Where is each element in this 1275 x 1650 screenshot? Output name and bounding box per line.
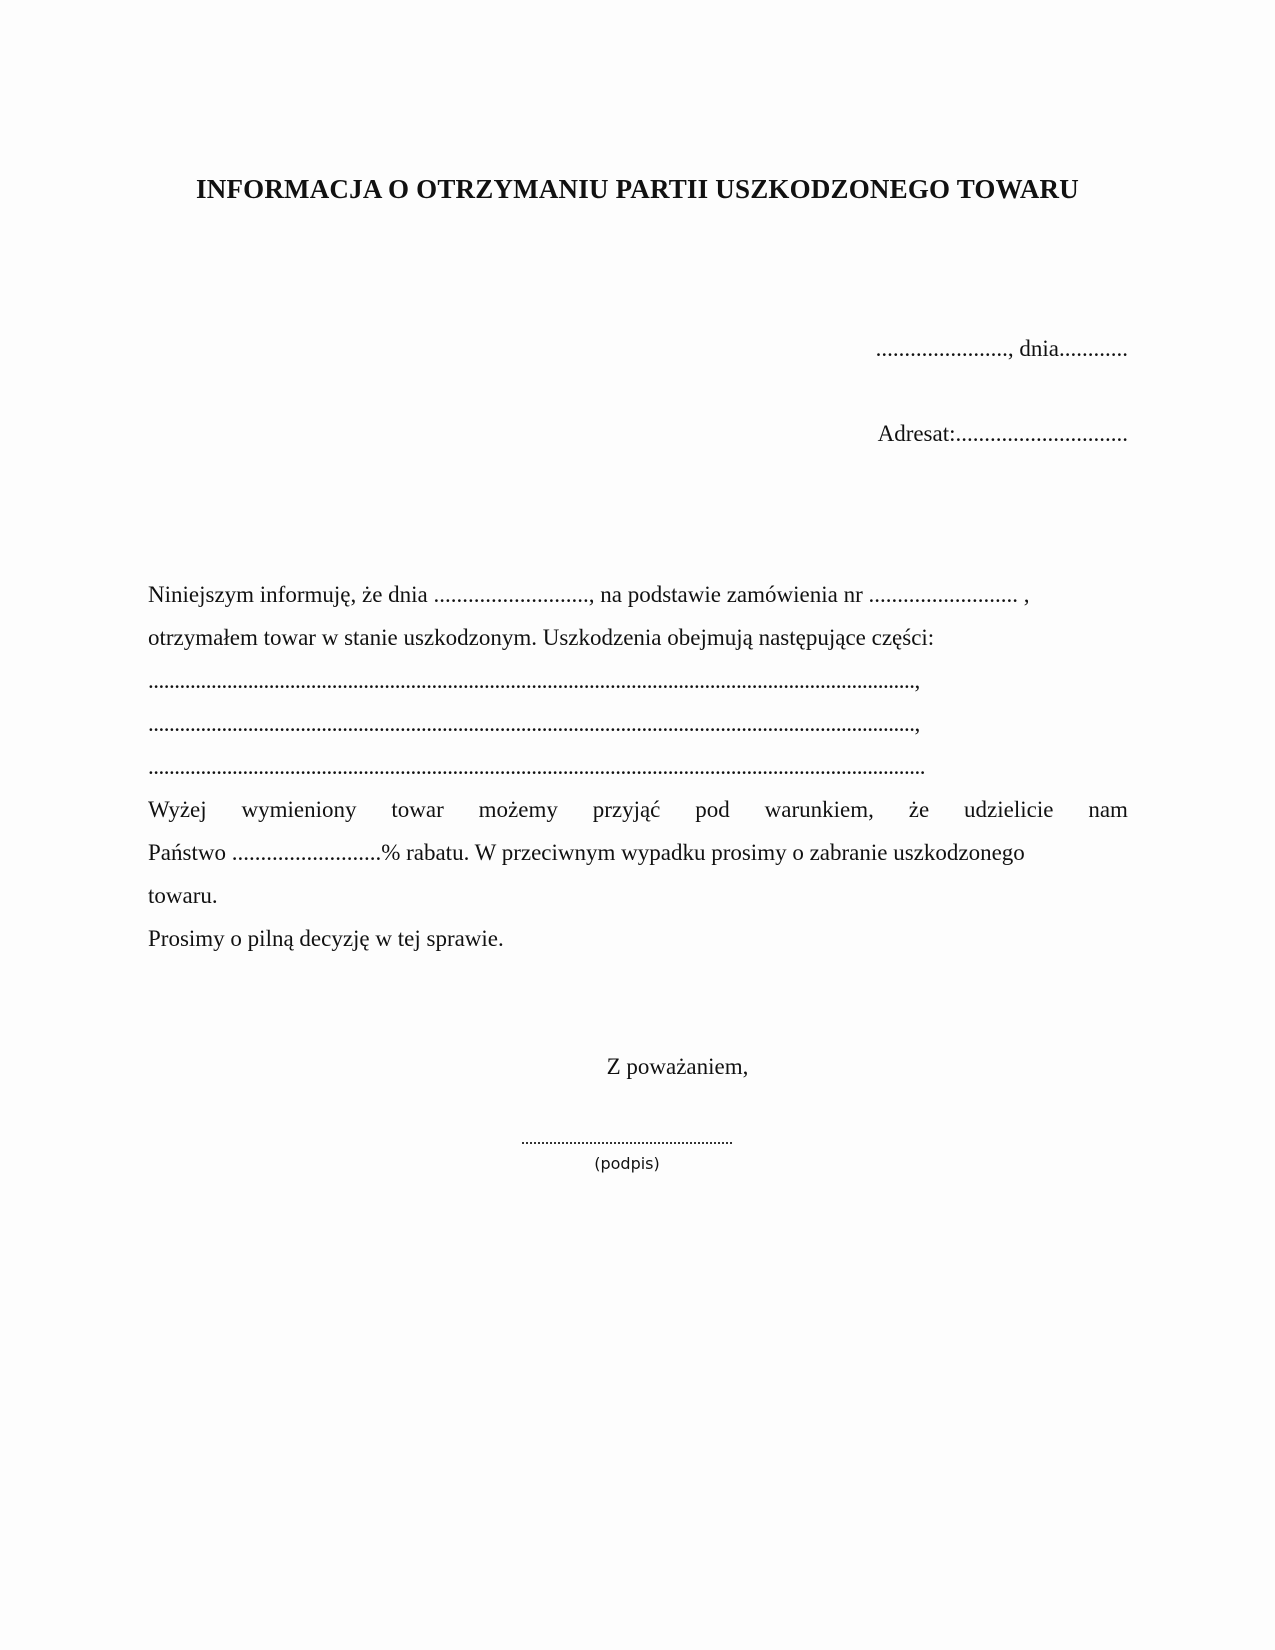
document-title: INFORMACJA O OTRZYMANIU PARTII USZKODZONEGO TOWARU (196, 174, 1079, 204)
word: udzielicie (964, 797, 1054, 822)
word: że (908, 797, 930, 822)
place-date-field: ......................., dnia............ (875, 336, 1128, 361)
damaged-parts-field-3: .................................................................................................................................................... (148, 754, 925, 779)
word: możemy (478, 797, 558, 822)
word: wymieniony (241, 797, 357, 822)
word: towar (391, 797, 444, 822)
word: pod (695, 797, 730, 822)
body-line-discount: Państwo ..........................% rabatu. W przeciwnym wypadku prosimy o zabranie uszkodzonego (148, 840, 1025, 865)
signature-line (522, 1132, 732, 1144)
closing-salutation: Z poważaniem, (606, 1054, 749, 1079)
word: nam (1088, 797, 1128, 822)
body-line-request: Prosimy o pilną decyzję w tej sprawie. (148, 926, 504, 951)
letter-body (148, 573, 1128, 960)
body-line-goods: towaru. (148, 883, 218, 908)
body-line-intro: Niniejszym informuję, że dnia ..........................., na podstawie zamówienia nr .......................... , (148, 582, 1030, 607)
damaged-parts-field-1: .................................................................................................................................................., (148, 668, 920, 693)
body-line-damage-intro: otrzymałem towar w stanie uszkodzonym. Uszkodzenia obejmują następujące części: (148, 625, 935, 650)
word: Wyżej (148, 797, 207, 822)
damaged-parts-field-2: .................................................................................................................................................., (148, 711, 920, 736)
body-line-condition (148, 788, 1128, 831)
word: warunkiem, (764, 797, 874, 822)
word: przyjąć (592, 797, 661, 822)
signature-label: (podpis) (594, 1154, 660, 1173)
addressee-field: Adresat:.............................. (877, 421, 1128, 446)
